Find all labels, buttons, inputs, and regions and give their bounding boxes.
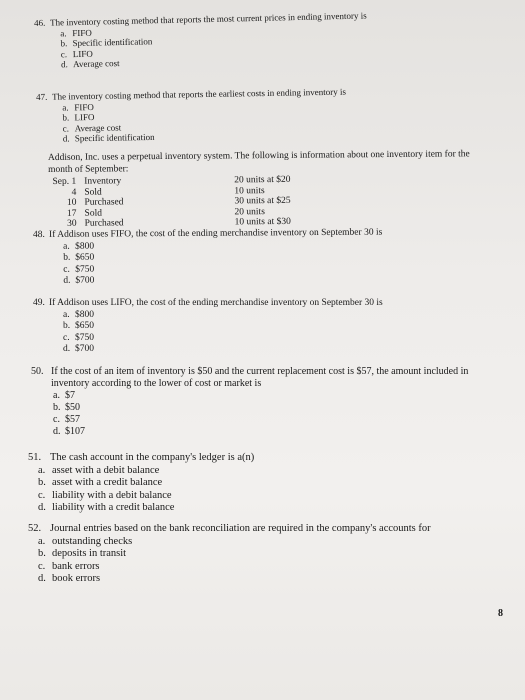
option-b[interactable]: b. $650 xyxy=(63,321,94,331)
option-a[interactable]: a. asset with a debit balance xyxy=(38,464,160,476)
option-a[interactable]: a. outstanding checks xyxy=(38,535,133,547)
option-b[interactable]: b. $50 xyxy=(53,402,80,413)
question-stem: If Addison uses FIFO, the cost of the ending merchandise inventory on September 30 is xyxy=(48,227,383,240)
question-50 xyxy=(31,366,501,438)
question-stem: Journal entries based on the bank reconciliation are required in the company's accounts for xyxy=(50,523,431,534)
question-46 xyxy=(34,10,368,70)
option-c[interactable]: c. liability with a debit balance xyxy=(38,489,172,501)
question-stem: The inventory costing method that reports the most current prices in ending inventory is xyxy=(49,10,367,28)
addison-scenario xyxy=(48,149,479,229)
question-number: 48. xyxy=(33,229,45,240)
option-d[interactable]: d. $107 xyxy=(53,426,85,437)
table-row: 10 Purchased 30 units at $25 xyxy=(66,195,291,208)
option-b[interactable]: b. LIFO xyxy=(62,111,95,123)
scenario-text: Addison, Inc. uses a perpetual inventory system. The following is information about one inventory item for the month of September: xyxy=(48,149,470,175)
option-d[interactable]: d. Specific identification xyxy=(62,131,155,144)
option-c[interactable]: c. $750 xyxy=(63,264,95,275)
table-row: Sep. 1 Inventory 20 units at $20 xyxy=(52,174,291,187)
question-number: 51. xyxy=(28,452,42,463)
option-a[interactable]: a. $7 xyxy=(53,390,75,401)
table-row: 4 Sold 10 units xyxy=(71,185,265,198)
table-row: 17 Sold 20 units xyxy=(66,206,265,219)
option-a[interactable]: a. FIFO xyxy=(62,101,94,113)
option-d[interactable]: d. book errors xyxy=(38,573,101,584)
page-number: 8 xyxy=(498,608,503,619)
table-row: 30 Purchased 10 units at $30 xyxy=(67,216,291,229)
option-c[interactable]: c. bank errors xyxy=(38,560,100,572)
question-number: 52. xyxy=(28,523,42,534)
question-number: 50. xyxy=(31,366,44,377)
option-c[interactable]: c. $750 xyxy=(63,332,94,343)
question-stem: If the cost of an item of inventory is $50 and the current replacement cost is $57, the amount included in inventory according to the lower of cost or market is xyxy=(51,366,469,389)
question-52 xyxy=(28,523,431,586)
question-stem: If Addison uses LIFO, the cost of the ending merchandise inventory on September 30 is xyxy=(49,298,383,308)
option-d[interactable]: d. liability with a credit balance xyxy=(38,502,175,513)
question-49 xyxy=(33,298,383,356)
option-a[interactable]: a. $800 xyxy=(63,241,95,252)
option-b[interactable]: b. deposits in transit xyxy=(38,548,127,559)
question-number: 47. xyxy=(36,91,48,102)
question-number: 49. xyxy=(33,298,45,308)
option-d[interactable]: d. Average cost xyxy=(60,58,120,70)
option-b[interactable]: b. asset with a credit balance xyxy=(38,477,163,488)
inventory-table xyxy=(48,175,291,230)
question-stem: The inventory costing method that reports the earliest costs in ending inventory is xyxy=(51,86,347,102)
question-51 xyxy=(28,452,254,515)
option-c[interactable]: c. $57 xyxy=(53,414,80,425)
option-b[interactable]: b. Specific identification xyxy=(60,36,153,49)
question-number: 46. xyxy=(34,17,46,28)
question-47 xyxy=(36,87,347,145)
option-b[interactable]: b. $650 xyxy=(63,252,95,263)
question-48 xyxy=(33,228,383,288)
option-c[interactable]: c. Average cost xyxy=(62,122,122,134)
option-a[interactable]: a. $800 xyxy=(63,309,94,320)
option-d[interactable]: d. $700 xyxy=(63,344,94,354)
option-d[interactable]: d. $700 xyxy=(63,275,95,286)
option-c[interactable]: c. LIFO xyxy=(60,48,93,59)
question-stem: The cash account in the company's ledger is a(n) xyxy=(50,452,255,463)
option-a[interactable]: a. FIFO xyxy=(60,27,92,38)
